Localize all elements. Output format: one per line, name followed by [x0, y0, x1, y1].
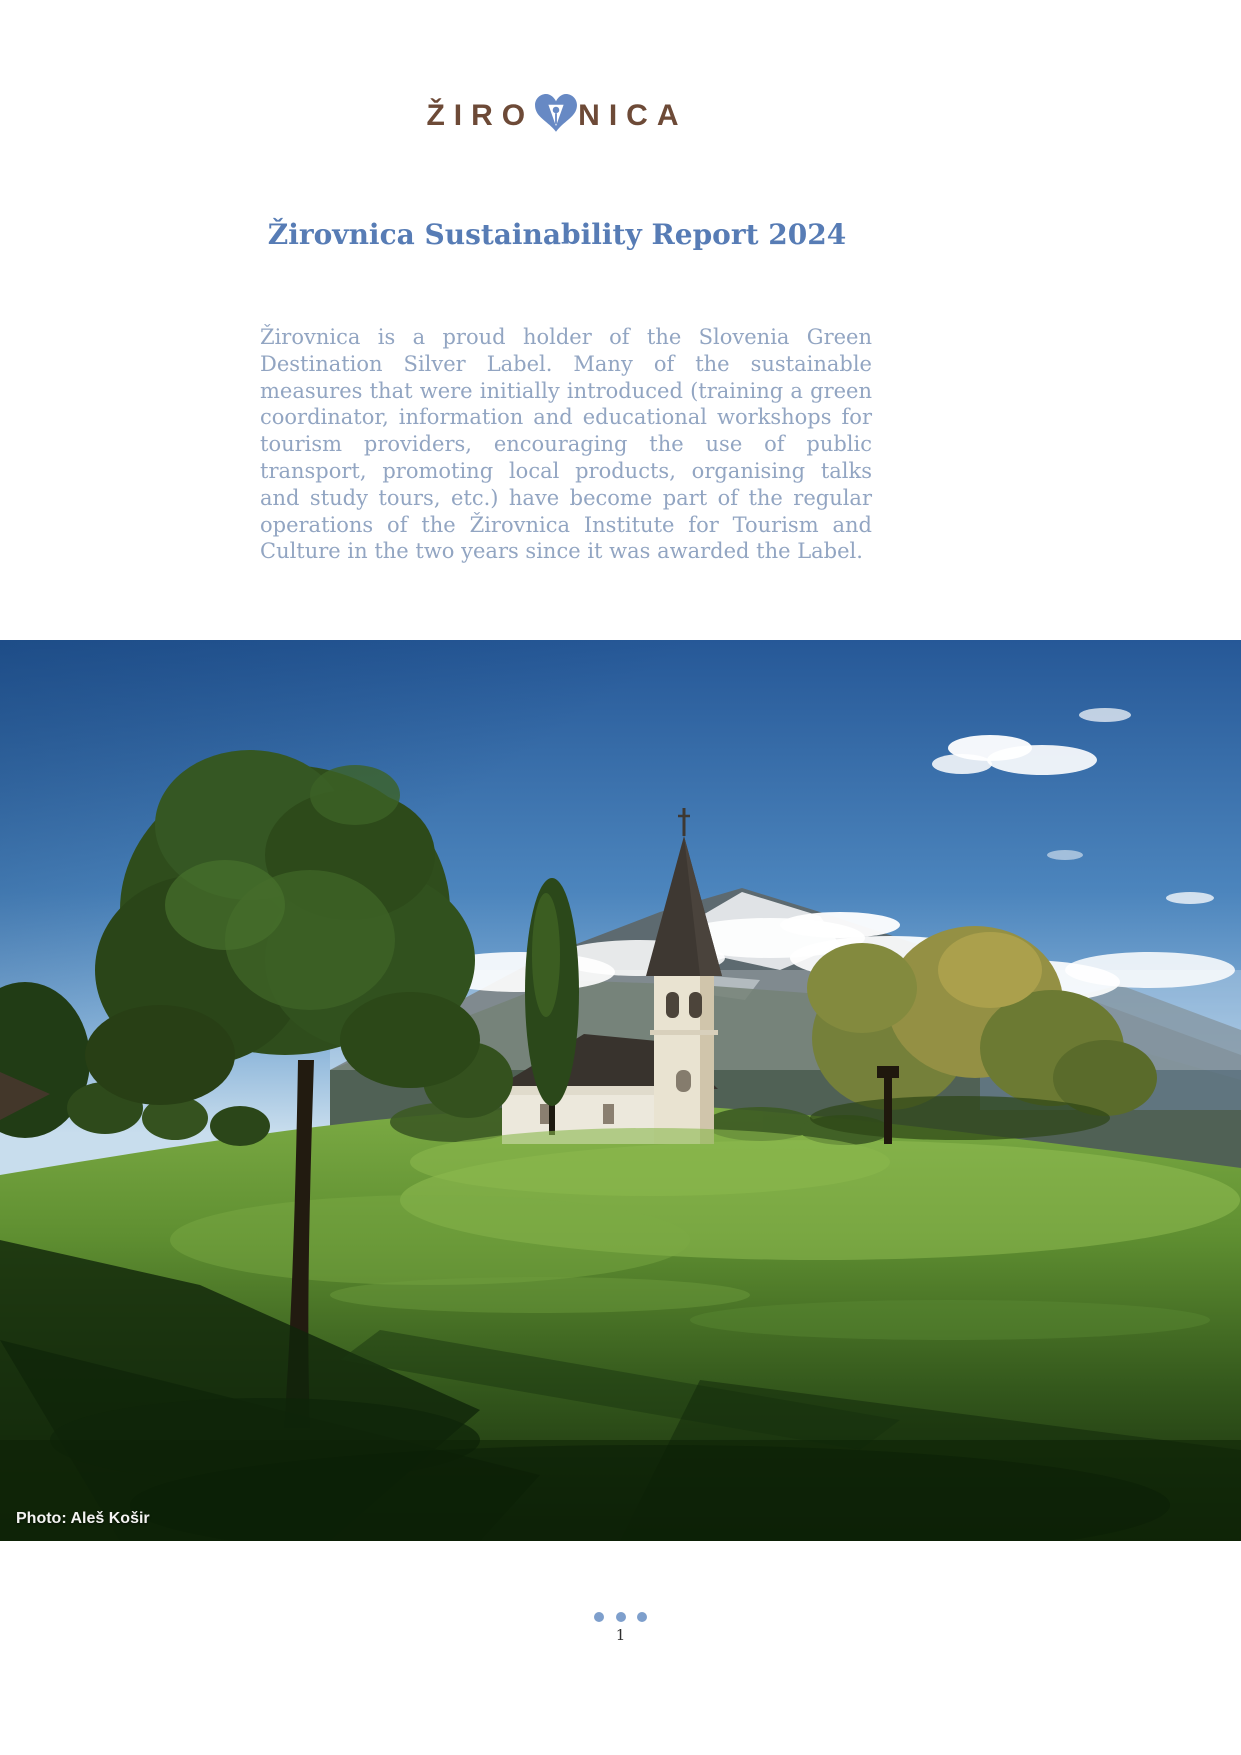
logo-text-ziro: ŽIRO	[426, 99, 535, 132]
intro-paragraph: Žirovnica is a proud holder of the Slovenia Green Destination Silver Label. Many of the sustainable measures that were initially introduced (training a green coordinator, information and educational workshops for tourism providers, encouraging the use of public transport, promoting local products, organising talks and study tours, etc.) have become part of the regular operations of the Žirovnica Institute for Tourism and Culture in the two years since it was awarded the Label.	[260, 325, 872, 564]
report-title: Žirovnica Sustainability Report 2024	[267, 218, 847, 251]
zirovnica-logo	[0, 94, 1114, 138]
church-photo	[0, 640, 1241, 1541]
page-number: 1	[615, 1626, 626, 1644]
page-footer	[0, 1612, 1241, 1644]
heart-pen-icon	[535, 94, 577, 132]
front-hill-light	[410, 1128, 890, 1196]
footer-dot	[594, 1612, 604, 1622]
footer-dot	[616, 1612, 626, 1622]
footer-dot	[637, 1612, 647, 1622]
church-photo-illustration	[0, 640, 1241, 1541]
footer-dots	[0, 1612, 1241, 1623]
photo-credit: Photo: Aleš Košir	[16, 1510, 150, 1527]
logo-text-nica: NICA	[578, 99, 688, 132]
